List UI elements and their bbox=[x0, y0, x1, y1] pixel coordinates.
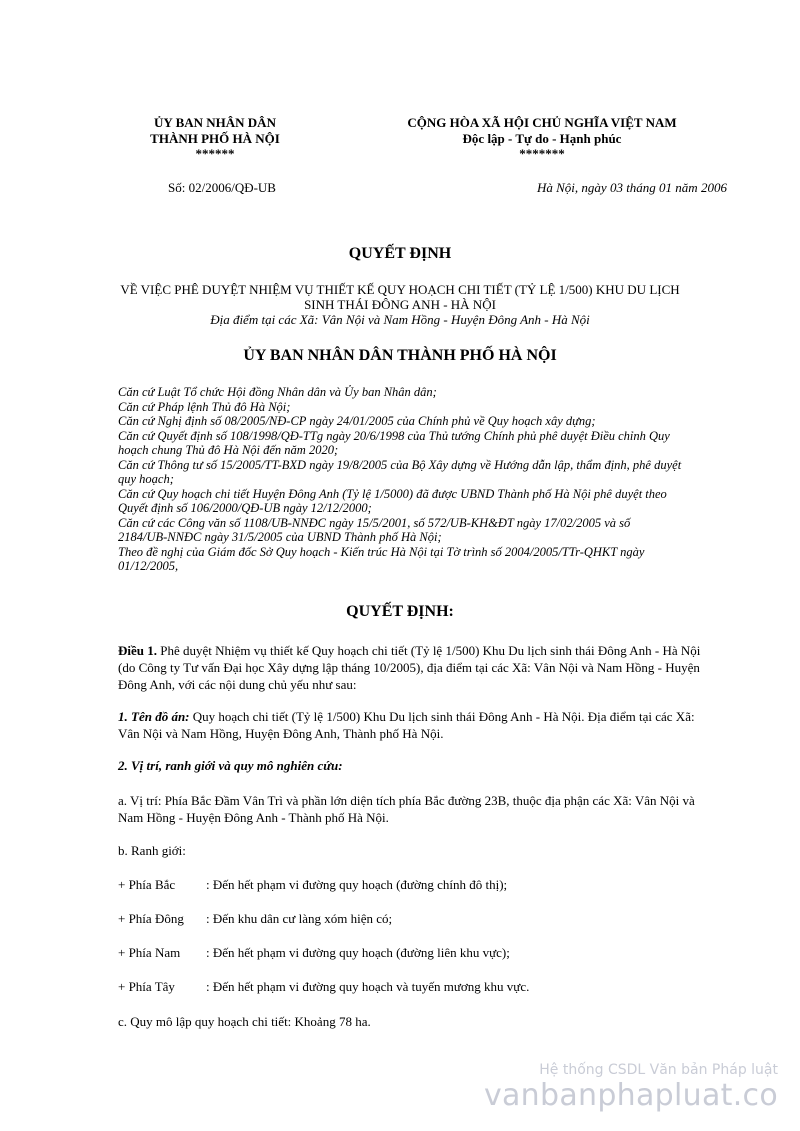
article-1-label: Điều 1. bbox=[118, 643, 157, 658]
section-1 bbox=[118, 708, 758, 742]
preamble-line: 2184/UB-NNĐC ngày 31/5/2005 của UBND Thành phố Hà Nội; bbox=[118, 530, 442, 544]
document-subject bbox=[100, 282, 700, 328]
article-1-line2: (do Công ty Tư vấn Đại học Xây dựng lập tháng 10/2005), địa điểm tại các Xã: Vân Nội và Nam Hồng - Huyện bbox=[118, 660, 700, 675]
preamble-line: Căn cứ Pháp lệnh Thủ đô Hà Nội; bbox=[118, 399, 291, 414]
preamble-line: Theo đề nghị của Giám đốc Sở Quy hoạch - Kiến trúc Hà Nội tại Tờ trình số 2004/2005/TTr-QHKT ngày bbox=[118, 544, 645, 559]
boundary-label: b. Ranh giới: bbox=[118, 843, 186, 858]
article-1-text: Phê duyệt Nhiệm vụ thiết kế Quy hoạch chi tiết (Tỷ lệ 1/500) Khu Du lịch sinh thái Đông Anh - Hà Nội bbox=[157, 643, 701, 658]
preamble-line: Quyết định số 106/2000/QĐ-UB ngày 12/12/2000; bbox=[118, 501, 372, 515]
preamble-line: 01/12/2005, bbox=[118, 559, 179, 573]
preamble bbox=[118, 385, 738, 574]
preamble-line: Căn cứ Quy hoạch chi tiết Huyện Đông Anh (Tỷ lệ 1/5000) đã được UBND Thành phố Hà Nội phê duyệt theo bbox=[118, 486, 667, 501]
boundary-side: + Phía Nam bbox=[118, 945, 181, 960]
boundary-south bbox=[118, 945, 510, 961]
document-number: Số: 02/2006/QĐ-UB bbox=[168, 180, 276, 195]
location-paragraph bbox=[118, 792, 695, 826]
article-1 bbox=[118, 642, 758, 693]
boundary-desc: : Đến hết phạm vi đường quy hoạch (đường liên khu vực); bbox=[206, 945, 510, 960]
boundary-desc: : Đến khu dân cư làng xóm hiện có; bbox=[206, 911, 393, 926]
national-header bbox=[392, 115, 692, 161]
national-line1: CỘNG HÒA XÃ HỘI CHỦ NGHĨA VIỆT NAM bbox=[407, 115, 677, 130]
national-stars: ******* bbox=[519, 146, 565, 161]
preamble-line: quy hoạch; bbox=[118, 472, 174, 486]
decision-heading: QUYẾT ĐỊNH: bbox=[346, 603, 454, 620]
section-1-line2: Vân Nội và Nam Hồng, Huyện Đông Anh, Thành phố Hà Nội. bbox=[118, 726, 444, 741]
subject-location: Địa điểm tại các Xã: Vân Nội và Nam Hồng - Huyện Đông Anh - Hà Nội bbox=[210, 312, 590, 327]
watermark-line2: vanbanphapluat.co bbox=[483, 1078, 778, 1113]
preamble-line: Căn cứ Thông tư số 15/2005/TT-BXD ngày 19/8/2005 của Bộ Xây dựng về Hướng dẫn lập, thẩm định, phê duyệt bbox=[118, 457, 682, 472]
article-1-line1 bbox=[118, 642, 758, 659]
section-2-label: 2. Vị trí, ranh giới và quy mô nghiên cứu: bbox=[118, 758, 343, 773]
preamble-line: Căn cứ Nghị định số 08/2005/NĐ-CP ngày 24/01/2005 của Chính phủ về Quy hoạch xây dựng; bbox=[118, 414, 596, 428]
issuer-header bbox=[150, 115, 280, 161]
article-1-line3: Đông Anh, với các nội dung chủ yếu như sau: bbox=[118, 677, 357, 692]
boundary-desc: : Đến hết phạm vi đường quy hoạch và tuyến mương khu vực. bbox=[206, 979, 530, 994]
issuer-line2: THÀNH PHỐ HÀ NỘI bbox=[150, 131, 280, 146]
preamble-line: hoạch chung Thủ đô Hà Nội đến năm 2020; bbox=[118, 443, 339, 457]
subject-line1: VỀ VIỆC PHÊ DUYỆT NHIỆM VỤ THIẾT KẾ QUY HOẠCH CHI TIẾT (TỶ LỆ 1/500) KHU DU LỊCH bbox=[120, 282, 680, 297]
issuer-line1: ỦY BAN NHÂN DÂN bbox=[154, 115, 276, 130]
section-1-label: 1. Tên đồ án: bbox=[118, 709, 190, 724]
subject-line2: SINH THÁI ĐÔNG ANH - HÀ NỘI bbox=[304, 297, 496, 312]
preamble-line: Căn cứ Luật Tổ chức Hội đồng Nhân dân và Ủy ban Nhân dân; bbox=[118, 385, 437, 399]
boundary-side: + Phía Đông bbox=[118, 911, 184, 926]
boundary-north bbox=[118, 877, 507, 893]
location-line2: Nam Hồng - Huyện Đông Anh - Thành phố Hà Nội. bbox=[118, 810, 389, 825]
section-1-text: Quy hoạch chi tiết (Tỷ lệ 1/500) Khu Du lịch sinh thái Đông Anh - Hà Nội. Địa điểm tại các Xã: bbox=[189, 709, 695, 724]
authority-heading: ỦY BAN NHÂN DÂN THÀNH PHỐ HÀ NỘI bbox=[243, 347, 557, 364]
boundary-east bbox=[118, 911, 392, 927]
issuer-stars: ****** bbox=[195, 146, 235, 161]
location-line1: a. Vị trí: Phía Bắc Đầm Vân Trì và phần lớn diện tích phía Bắc đường 23B, thuộc địa phận các Xã: Vân Nội và bbox=[118, 793, 695, 808]
document-title: QUYẾT ĐỊNH bbox=[348, 245, 452, 262]
national-motto: Độc lập - Tự do - Hạnh phúc bbox=[462, 131, 622, 146]
watermark-line1: Hệ thống CSDL Văn bản Pháp luật bbox=[539, 1062, 778, 1078]
boundary-side: + Phía Bắc bbox=[118, 877, 176, 892]
boundary-desc: : Đến hết phạm vi đường quy hoạch (đường chính đô thị); bbox=[206, 877, 508, 892]
scale-paragraph: c. Quy mô lập quy hoạch chi tiết: Khoảng 78 ha. bbox=[118, 1014, 371, 1029]
boundary-west bbox=[118, 979, 529, 995]
preamble-line: Căn cứ Quyết định số 108/1998/QĐ-TTg ngày 20/6/1998 của Thủ tướng Chính phủ phê duyệt Điều chỉnh Quy bbox=[118, 428, 670, 443]
document-date: Hà Nội, ngày 03 tháng 01 năm 2006 bbox=[537, 180, 727, 195]
preamble-line: Căn cứ các Công văn số 1108/UB-NNĐC ngày 15/5/2001, số 572/UB-KH&ĐT ngày 17/02/2005 và số bbox=[118, 515, 631, 530]
boundary-side: + Phía Tây bbox=[118, 979, 175, 994]
section-1-line1 bbox=[118, 708, 758, 725]
